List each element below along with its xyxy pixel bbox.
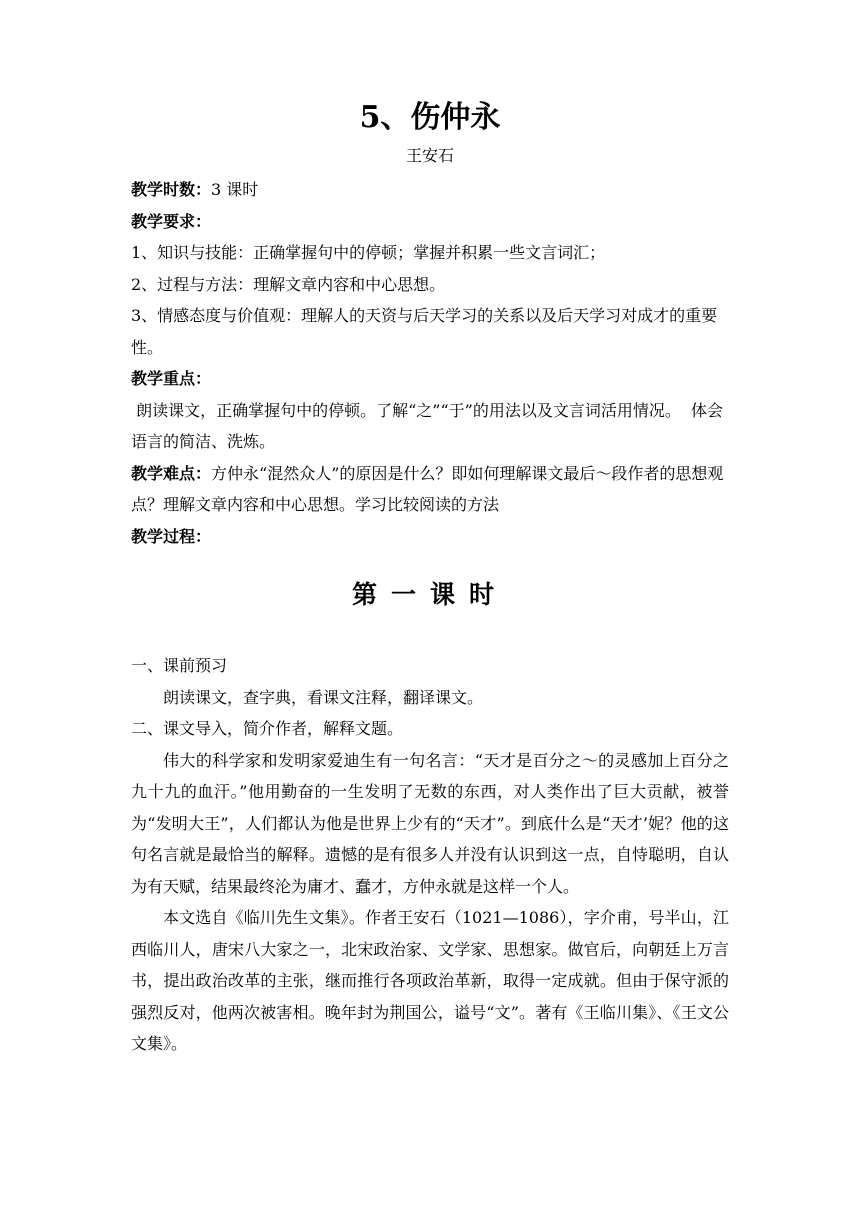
key-points-text: 朗读课文，正确掌握句中的停顿。了解“之”“于”的用法以及文言词活用情况。 体会语言的简洁、洗炼。	[131, 400, 723, 451]
author-paragraph: 本文选自《临川先生文集》。作者王安石（1021—1086），字介甫，号半山，江西临川人，唐宋八大家之一，北宋政治家、文学家、思想家。做官后，向朝廷上万言书，提出政治改革的主张，继而推行各项政治革新，取得一定成就。但由于保守派的强烈反对，他两次被害相。晚年封为荆国公，谥号“文”。著有《王临川集》、《王文公文集》。	[131, 908, 729, 1053]
difficulties-text: 方仲永“混然众人”的原因是什么？即如何理解课文最后～段作者的思想观点？理解文章内容和中心思想。学习比较阅读的方法	[131, 463, 724, 514]
requirements-heading: 教学要求：	[131, 211, 212, 231]
section-heading: 一、课前预习	[131, 656, 228, 675]
requirement-item: 1、知识与技能：正确掌握句中的停顿；掌握并积累一些文言词汇；	[131, 243, 606, 262]
teaching-info	[131, 174, 729, 552]
section-heading: 二、课文导入，简介作者，解释文题。	[131, 719, 404, 738]
lesson-body	[131, 650, 729, 1060]
lesson-title: 第一课时	[351, 580, 508, 609]
requirement-item: 2、过程与方法：理解文章内容和中心思想。	[131, 274, 446, 294]
teaching-hours-value: 3 课时	[211, 180, 259, 199]
requirement-item: 3、情感态度与价值观：理解人的天资与后天学习的关系以及后天学习对成才的重要性。	[131, 306, 718, 357]
teaching-hours-label: 教学时数：	[131, 180, 212, 199]
document-author: 王安石	[405, 146, 454, 165]
difficulties-paragraph	[131, 458, 729, 521]
difficulties-label: 教学难点：	[131, 463, 212, 483]
document-title: 5、伤仲永	[359, 100, 501, 135]
key-points-heading: 教学重点：	[131, 369, 212, 388]
process-heading: 教学过程：	[131, 526, 212, 546]
preview-text: 朗读课文，查字典，看课文注释，翻译课文。	[163, 687, 484, 707]
teaching-hours	[131, 174, 729, 206]
intro-paragraph: 伟大的科学家和发明家爱迪生有一句名言：“天才是百分之～的灵感加上百分之九十九的血汗。”他用勤奋的一生发明了无数的东西，对人类作出了巨大贡献，被誉为“发明大王”，人们都认为他是世界上少有的“天才”。到底什么是“天才’妮？他的这句名言就是最恰当的解释。遗憾的是有很多人并没有认识到这一点，自恃聪明，自认为有天赋，结果最终沦为庸才、蠢才，方仲永就是这样一个人。	[131, 750, 729, 896]
